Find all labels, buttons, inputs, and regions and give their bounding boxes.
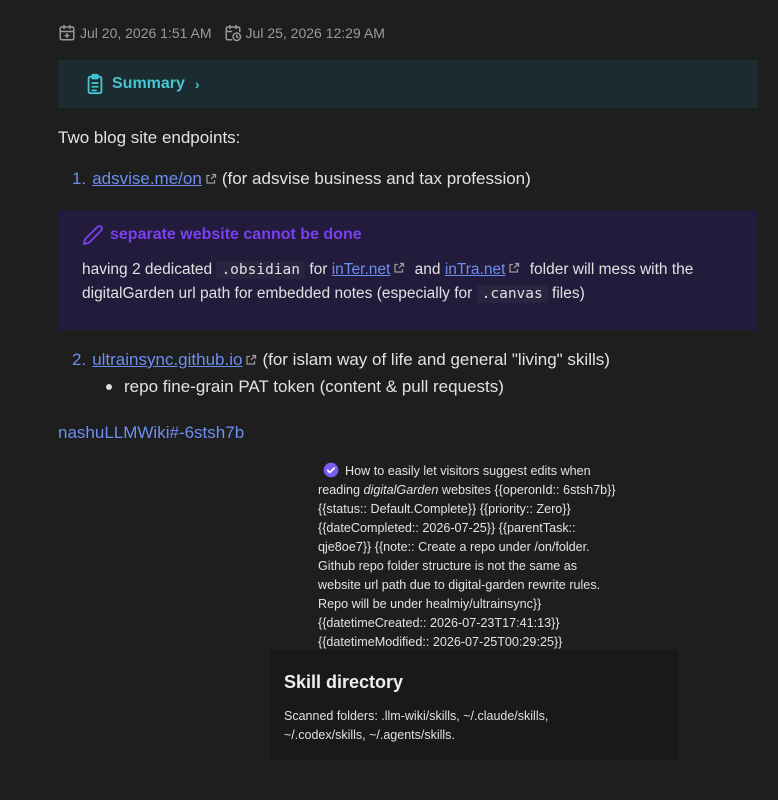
inline-code: .obsidian: [216, 261, 305, 279]
task-text: {{status:: Default.Complete}} {{priority:: Zero}}: [318, 502, 571, 516]
list-number: 1.: [72, 169, 87, 188]
callout-title-text: separate website cannot be done: [110, 226, 362, 243]
skill-directory-title: Skill directory: [284, 672, 404, 692]
callout-text: and: [410, 261, 445, 278]
note-callout: [58, 210, 758, 330]
chevron-right-icon: ›: [194, 76, 200, 92]
inter-link[interactable]: inTer.net: [331, 261, 391, 278]
skill-text: ~/.codex/skills, ~/.agents/skills.: [284, 728, 455, 742]
hover-preview-task: [318, 462, 648, 652]
ultrainsync-link[interactable]: ultrainsync.github.io: [92, 350, 243, 369]
external-link-icon: [508, 262, 520, 274]
task-text: {{datetimeModified:: 2026-07-25T00:29:25}}: [318, 635, 563, 649]
intra-link[interactable]: inTra.net: [444, 261, 506, 278]
callout-title[interactable]: [82, 224, 734, 246]
callout-text: having 2 dedicated: [82, 261, 217, 278]
inline-code: .canvas: [477, 285, 548, 303]
task-text: websites {{operonId:: 6stsh7b}}: [438, 483, 616, 497]
calendar-clock-icon: [224, 24, 242, 42]
bullet-dot-icon: [106, 384, 112, 390]
wiki-internal-link[interactable]: nashuLLMWiki#-6stsh7b: [58, 423, 245, 442]
callout-body: [82, 258, 734, 306]
calendar-plus-icon: [58, 24, 76, 42]
modified-date-text: Jul 25, 2026 12:29 AM: [245, 25, 385, 41]
adsvise-link[interactable]: adsvise.me/on: [92, 169, 202, 188]
task-text: Repo will be under healmiy/ultrainsync}}: [318, 597, 542, 611]
external-link-icon: [205, 173, 217, 185]
task-text: Github repo folder structure is not the same as: [318, 559, 578, 573]
external-link-icon: [393, 262, 405, 274]
note-dates: [58, 24, 385, 42]
task-text: {{datetimeCreated:: 2026-07-23T17:41:13}}: [318, 616, 560, 630]
task-text: qje8oe7}} {{note:: Create a repo under /on/folder.: [318, 540, 590, 554]
list-item-text: (for adsvise business and tax profession): [221, 169, 531, 188]
intro-text: Two blog site endpoints:: [58, 128, 241, 147]
skill-text: Scanned folders: .llm-wiki/skills, ~/.claude/skills,: [284, 709, 549, 723]
task-text: reading: [318, 483, 364, 497]
sub-bullet: [106, 377, 504, 397]
created-date: [58, 24, 212, 42]
list-item: [72, 350, 610, 370]
modified-date: [224, 24, 385, 42]
task-text: How to easily let visitors suggest edits when: [345, 464, 591, 478]
callout-text: for: [305, 261, 332, 278]
list-item: [72, 169, 531, 189]
skill-directory-panel: [270, 650, 678, 760]
summary-callout[interactable]: [58, 60, 758, 108]
summary-label: Summary: [112, 75, 185, 92]
task-text-emphasis: digitalGarden: [363, 483, 439, 497]
skill-directory-body: [284, 707, 664, 745]
clipboard-list-icon: [84, 73, 106, 95]
callout-text: digitalGarden url path for embedded notes (especially for: [82, 285, 477, 302]
pencil-icon: [82, 224, 104, 246]
external-link-icon: [245, 354, 257, 366]
list-item-text: (for islam way of life and general "living" skills): [262, 350, 610, 369]
task-text: {{dateCompleted:: 2026-07-25}} {{parentTask::: [318, 521, 576, 535]
sub-bullet-text: repo fine-grain PAT token (content & pull requests): [124, 377, 504, 396]
callout-text: files): [547, 285, 585, 302]
checkbox-checked-icon[interactable]: [323, 462, 339, 478]
task-text: website url path due to digital-garden rewrite rules.: [318, 578, 601, 592]
created-date-text: Jul 20, 2026 1:51 AM: [80, 25, 212, 41]
callout-text: folder will mess with the: [525, 261, 694, 278]
list-number: 2.: [72, 350, 87, 369]
